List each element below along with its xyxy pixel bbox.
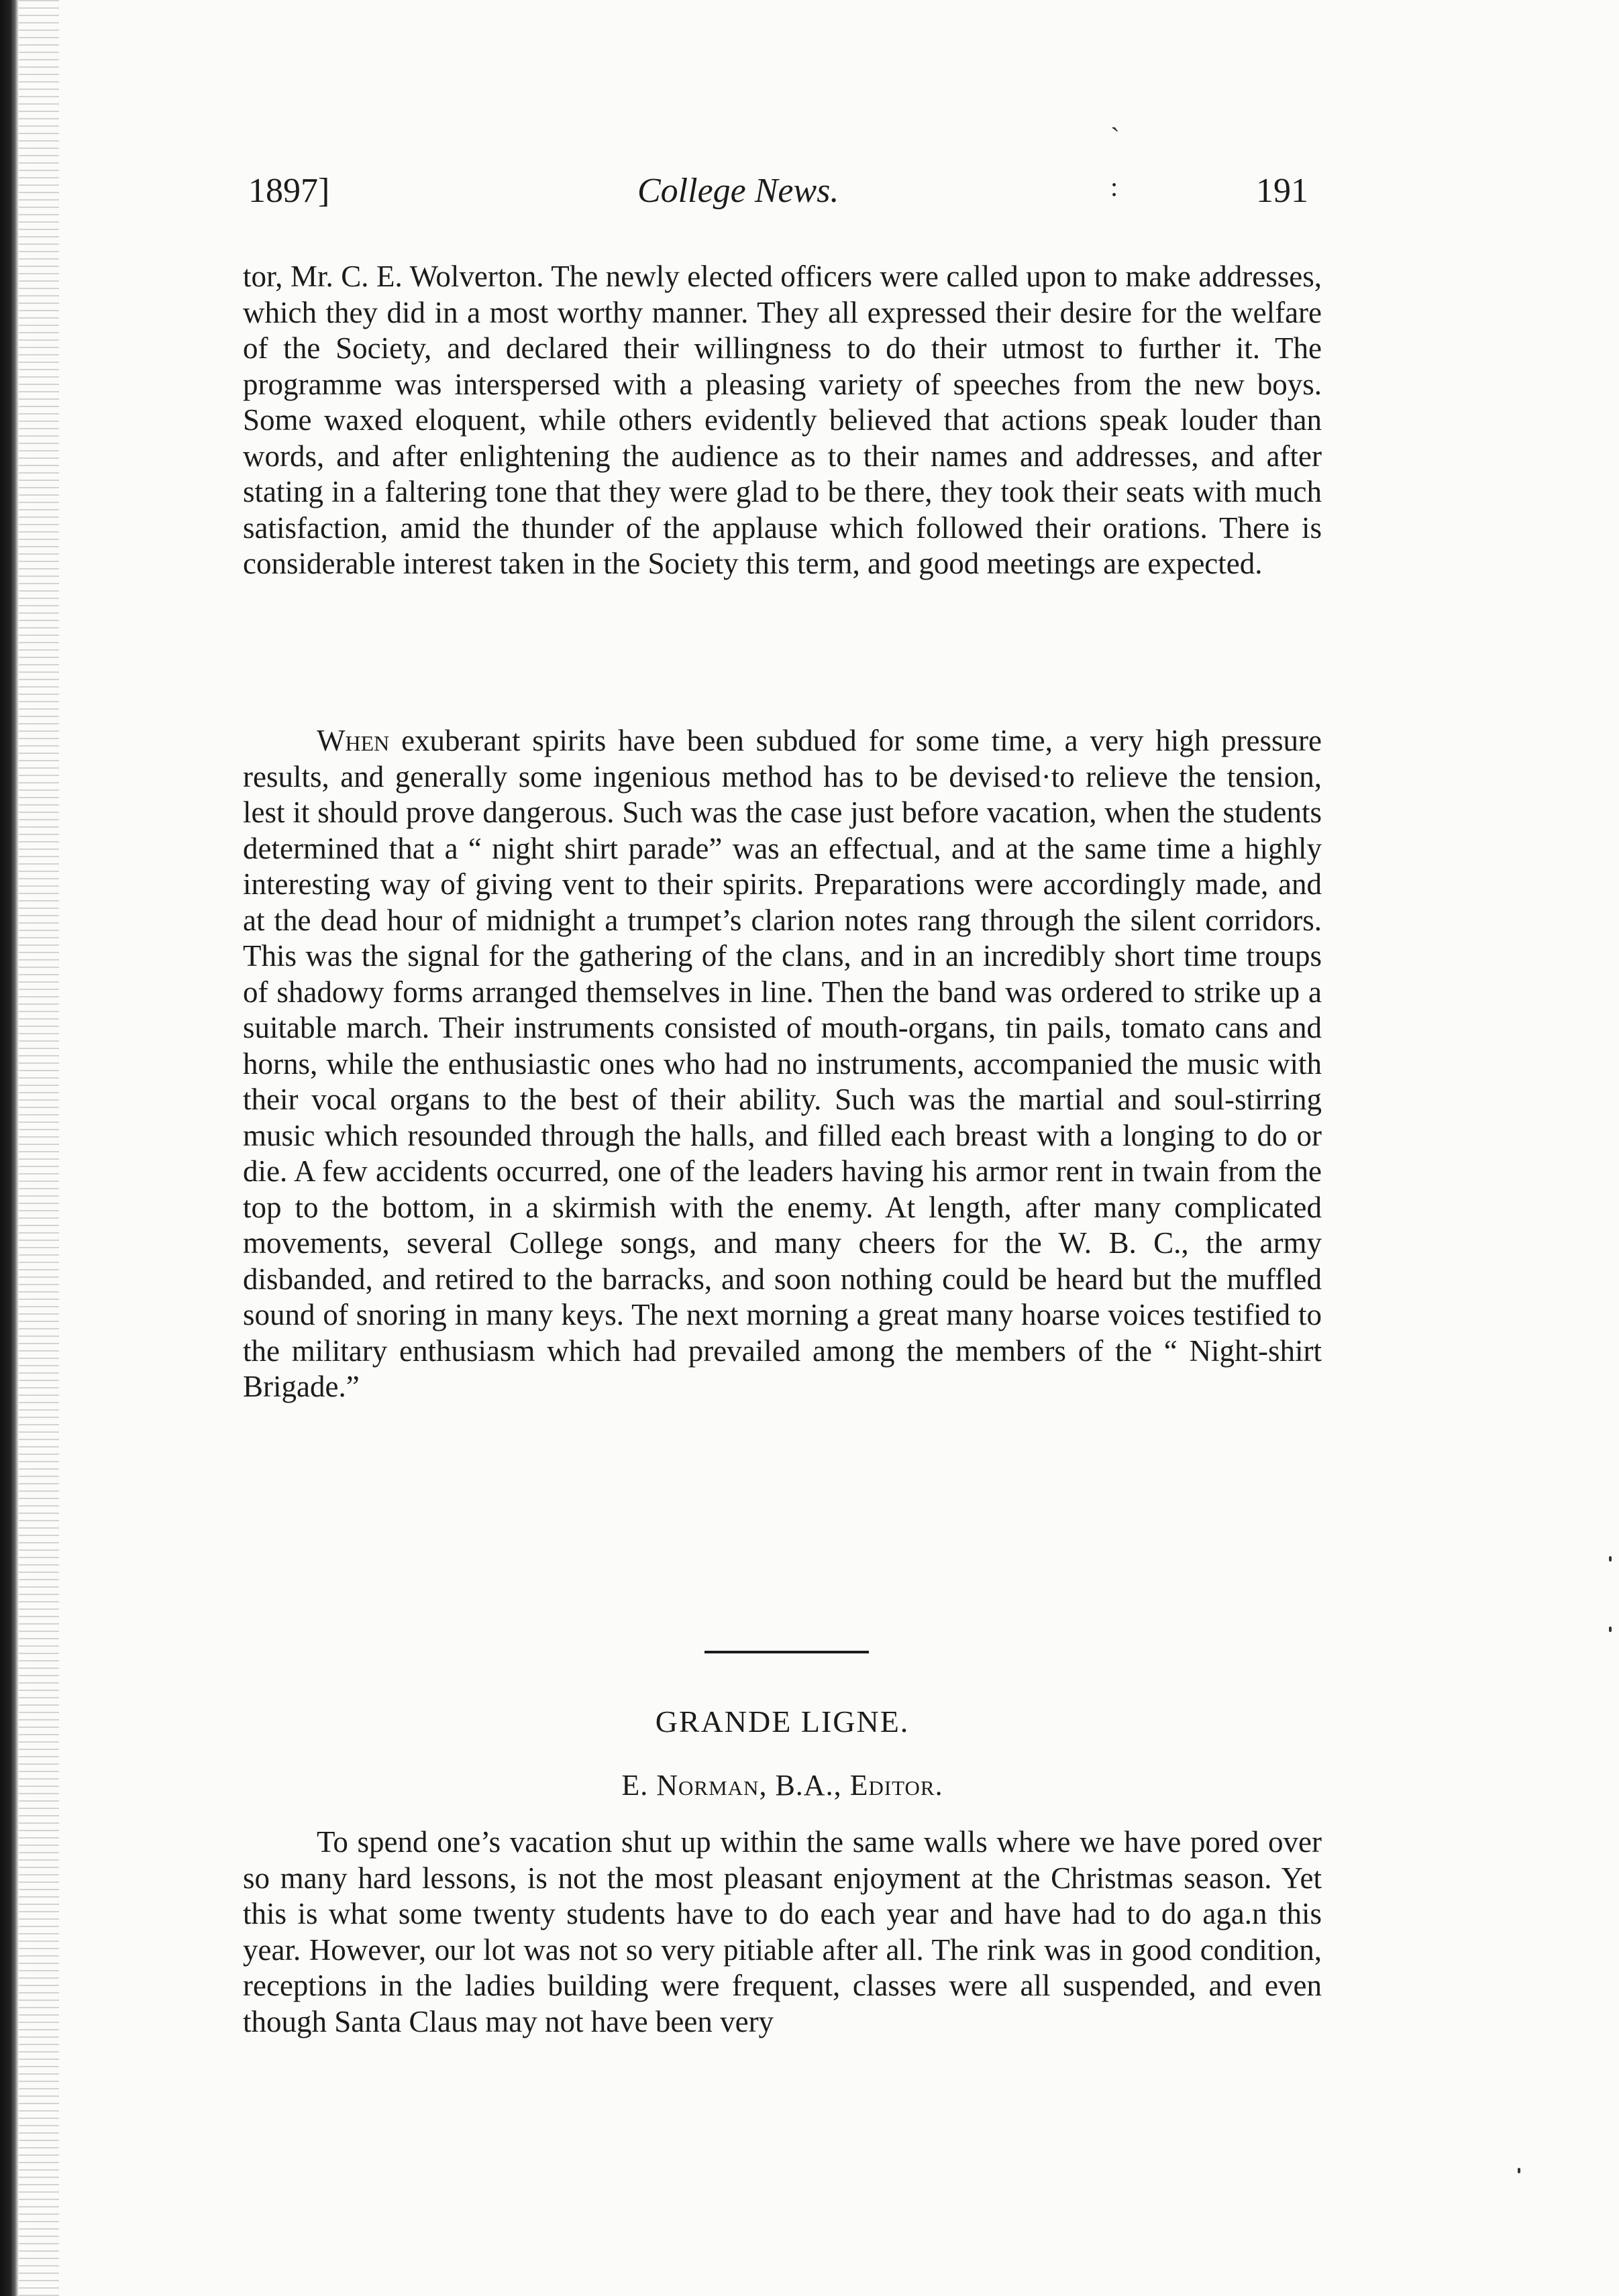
paragraph-society-continued: tor, Mr. C. E. Wolverton. The newly elected officers were called upon to make addresses, which they did in a most worthy manner. They all expressed their desire for the welfare of the Society, and declared their willingness to do their utmost to further it. The programme was interspersed with a pleasing variety of speeches from the new boys. Some waxed eloquent, while others evidently believed that actions speak louder than words, and after enlightening the audience as to their names and addresses, and after stating in a faltering tone that they were glad to be there, they took their seats with much satisfaction, amid the thunder of the applause which followed their orations. There is considerable interest taken in the Society this term, and good meetings are expected. bbox=[243, 260, 1322, 580]
paragraph-lead-word: When bbox=[317, 724, 390, 757]
paragraph-grande-ligne: To spend one’s vacation shut up within the same walls where we have pored over so many hard lessons, is not the most pleasant enjoyment at the Christmas season. Yet this is what some twenty students have to do each year and have had to do aga.n this year. However, our lot was not so very pitiable after all. The rink was in good condition, receptions in the ladies building were frequent, classes were all suspended, and even though Santa Claus may not have been very bbox=[243, 1825, 1322, 2038]
ink-mark: ˎ bbox=[1110, 101, 1120, 132]
binding-shadow bbox=[0, 0, 19, 2296]
margin-speck bbox=[1609, 1627, 1612, 1632]
margin-speck bbox=[1609, 1556, 1612, 1562]
header-title: College News. bbox=[637, 172, 839, 210]
section-divider bbox=[704, 1651, 869, 1653]
binding-speckle bbox=[19, 0, 59, 2296]
header-separator: : bbox=[1110, 172, 1118, 202]
margin-speck bbox=[1518, 2168, 1520, 2173]
header-year: 1897] bbox=[248, 172, 330, 210]
page-number: 191 bbox=[1256, 172, 1308, 210]
paragraph-nightshirt-parade bbox=[243, 723, 1322, 1405]
running-header bbox=[248, 171, 1322, 225]
paragraph-text: exuberant spirits have been subdued for some time, a very high pressure results, and generally some ingenious method has to be devised·to relieve the tension, lest it should prove dangerous. Such was the case just before vacation, when the students determined that a “ night shirt parade” was an effectual, and at the same time a highly interesting way of giving vent to their spirits. Preparations were accordingly made, and at the dead hour of midnight a trumpet’s clarion notes rang through the silent corridors. This was the signal for the gathering of the clans, and in an incredibly short time troups of shadowy forms arranged themselves in line. Then the band was ordered to strike up a suitable march. Their instruments consisted of mouth-organs, tin pails, tomato cans and horns, while the enthusiastic ones who had no instruments, accompanied the music with their vocal organs to the best of their ability. Such was the martial and soul-stirring music which resounded through the halls, and filled each breast with a longing to do or die. A few accidents occurred, one of the leaders having his armor rent in twain from the top to the bottom, in a skirmish with the enemy. At length, after many complicated movements, several College songs, and many cheers for the W. B. C., the army disbanded, and retired to the barracks, and soon nothing could be heard but the muffled sound of snoring in many keys. The next morning a great many hoarse voices testified to the military enthusiasm which had prevailed among the members of the “ Night-shirt Brigade.” bbox=[243, 724, 1322, 1403]
section-title: GRANDE LIGNE. bbox=[655, 1704, 910, 1739]
section-editor-line: E. Norman, B.A., Editor. bbox=[621, 1769, 943, 1802]
